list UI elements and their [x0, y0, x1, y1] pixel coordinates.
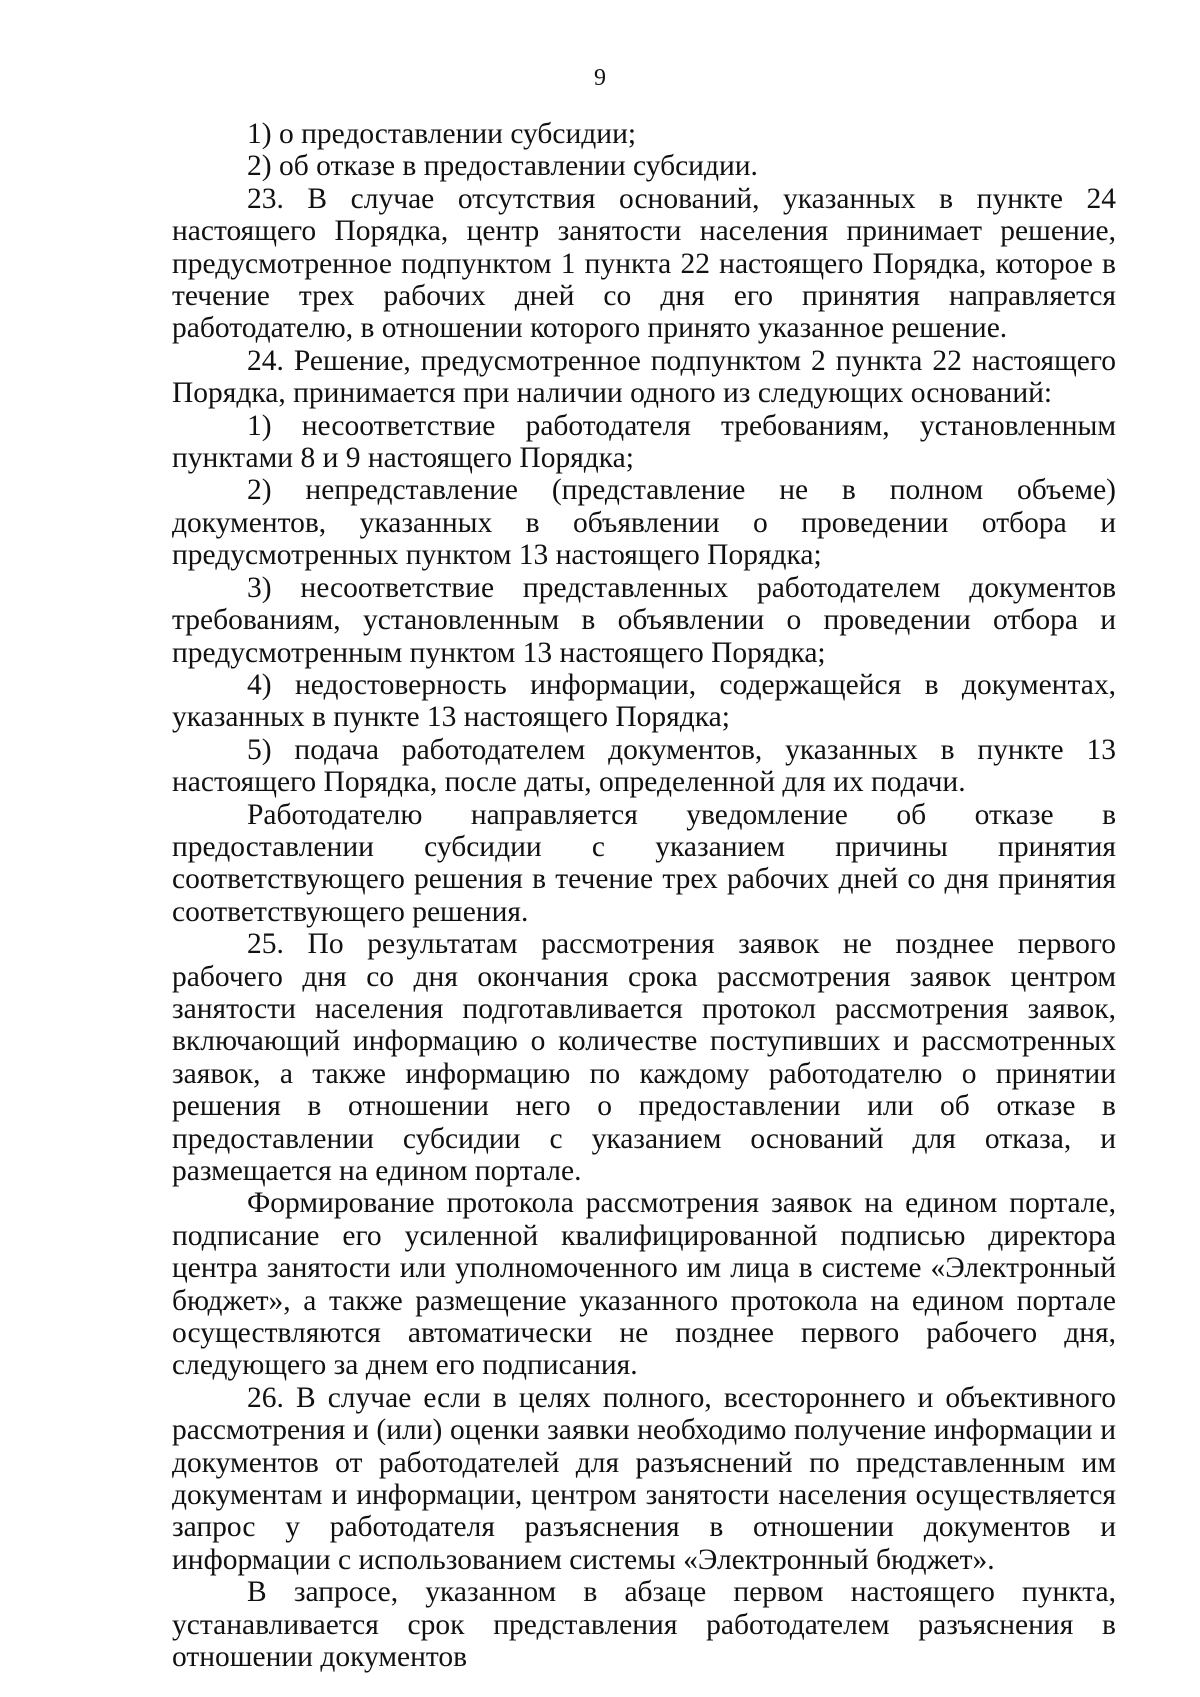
paragraph-subsidy-grant: 1) о предоставлении субсидии;	[247, 118, 637, 150]
paragraph-clause-24-item-5: 5) подача работодателем документов, указанных в пункте 13 настоящего Порядка, после даты, определенной для их подачи.	[172, 733, 1116, 799]
paragraph-request-deadline: В запросе, указанном в абзаце первом настоящего пункта, устанавливается срок представления работодателем разъяснения в отношении документов	[172, 1576, 1116, 1674]
paragraph-clause-26: 26. В случае если в целях полного, всестороннего и объективного рассмотрения и (или) оценки заявки необходимо получение информации и документов от работодателей для разъяснений по представленным им документам и информации, центром занятости населения осуществляется запрос у работодателя разъяснения в отношении документов и информации с использованием системы «Электронный бюджет».	[172, 1381, 1116, 1576]
paragraph-clause-24-item-3: 3) несоответствие представленных работодателем документов требованиям, установленным в объявлении о проведении отбора и предусмотренным пунктом 13 настоящего Порядка;	[172, 571, 1116, 669]
paragraph-refusal-notice: Работодателю направляется уведомление об отказе в предоставлении субсидии с указанием причины принятия соответствующего решения в течение трех рабочих дней со дня принятия соответствующего решения.	[172, 798, 1116, 928]
page-number: 9	[594, 65, 606, 91]
paragraph-clause-24-item-2: 2) непредставление (представление не в полном объеме) документов, указанных в объявлении о проведении отбора и предусмотренных пунктом 13 настоящего Порядка;	[172, 474, 1116, 572]
document-body	[172, 118, 1116, 1674]
paragraph-clause-24: 24. Решение, предусмотренное подпунктом 2 пункта 22 настоящего Порядка, принимается при наличии одного из следующих оснований:	[172, 344, 1116, 410]
paragraph-clause-25: 25. По результатам рассмотрения заявок не позднее первого рабочего дня со дня окончания срока рассмотрения заявок центром занятости населения подготавливается протокол рассмотрения заявок, включающий информацию о количестве поступивших и рассмотренных заявок, а также информацию по каждому работодателю о принятии решения в отношении него о предоставлении или об отказе в предоставлении субсидии с указанием оснований для отказа, и размещается на едином портале.	[172, 928, 1116, 1187]
paragraph-clause-23: 23. В случае отсутствия оснований, указанных в пункте 24 настоящего Порядка, центр занятости населения принимает решение, предусмотренное подпунктом 1 пункта 22 настоящего Порядка, которое в течение трех рабочих дней со дня его принятия направляется работодателю, в отношении которого принято указанное решение.	[172, 182, 1116, 345]
paragraph-protocol-formation: Формирование протокола рассмотрения заявок на едином портале, подписание его усиленной квалифицированной подписью директора центра занятости или уполномоченного им лица в системе «Электронный бюджет», а также размещение указанного протокола на едином портале осуществляются автоматически не позднее первого рабочего дня, следующего за днем его подписания.	[172, 1187, 1116, 1382]
paragraph-subsidy-refusal: 2) об отказе в предоставлении субсидии.	[247, 150, 758, 183]
paragraph-clause-24-item-1: 1) несоответствие работодателя требованиям, установленным пунктами 8 и 9 настоящего Порядка;	[172, 409, 1116, 475]
paragraph-clause-24-item-4: 4) недостоверность информации, содержащейся в документах, указанных в пункте 13 настоящего Порядка;	[172, 668, 1116, 734]
